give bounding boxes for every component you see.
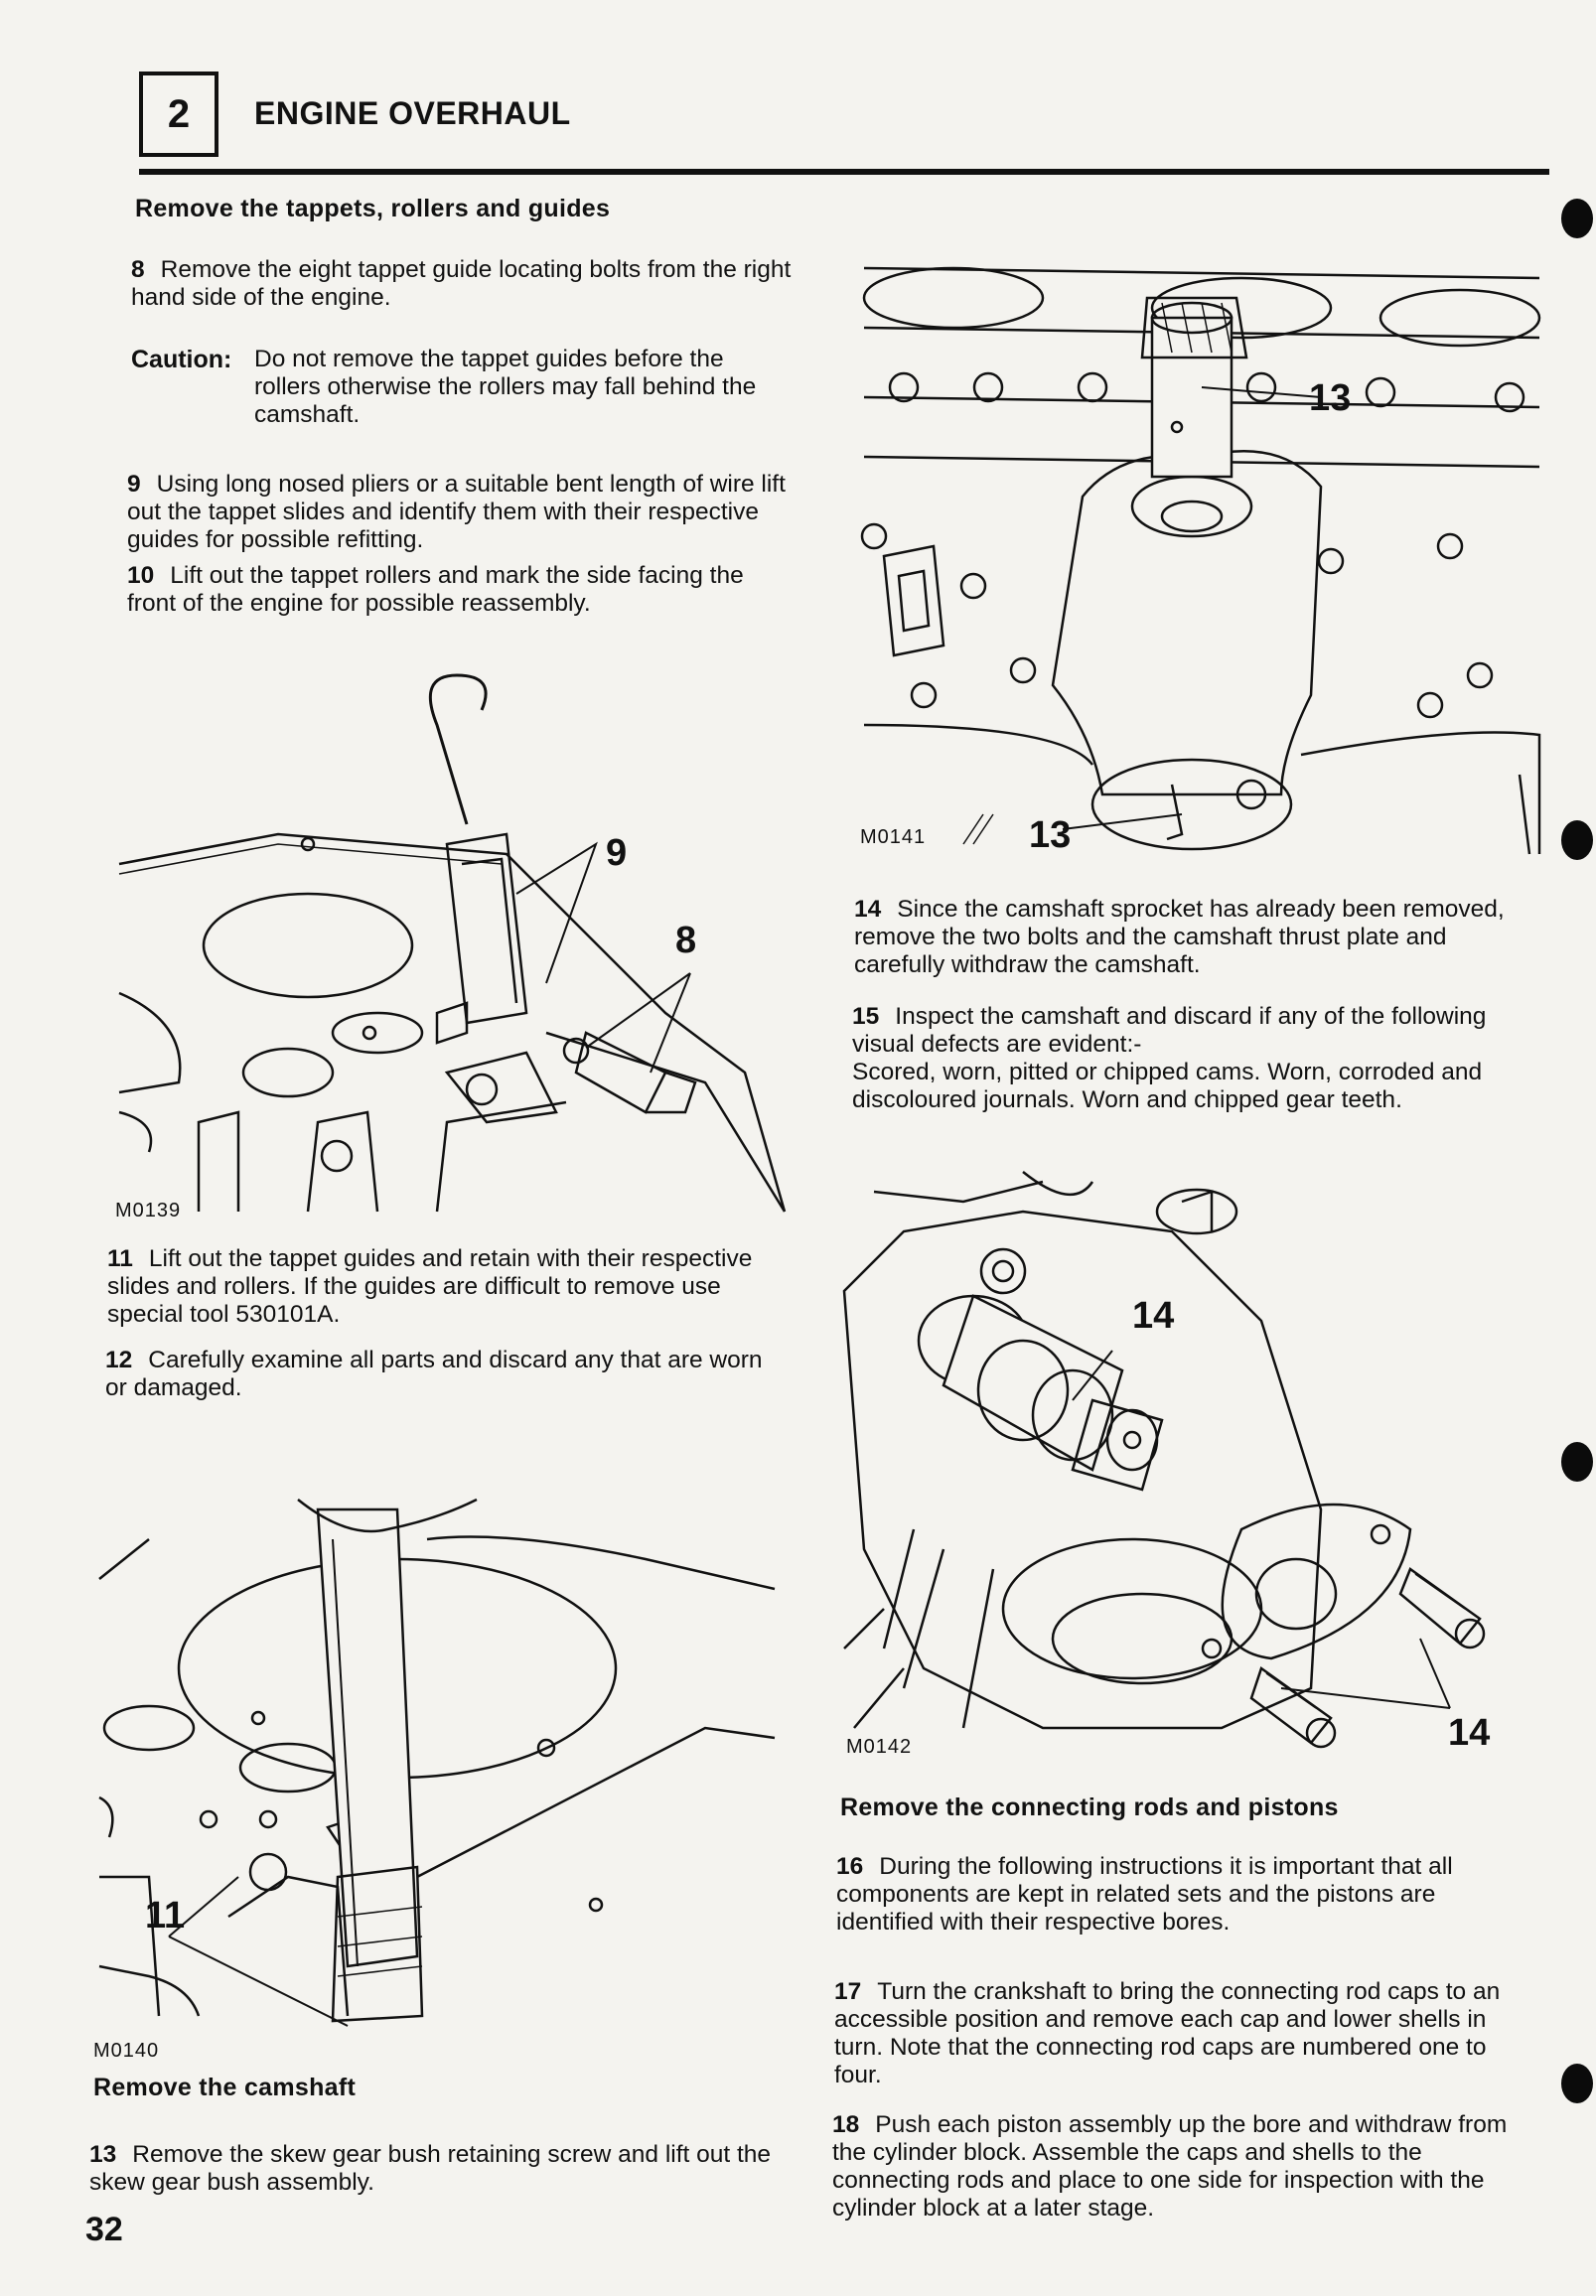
page-number: 32	[85, 2211, 123, 2248]
paragraph-11: 11 Lift out the tappet guides and retain with their respective slides and rollers. If the guides are difficult to remove use special tool 530101A.	[107, 1245, 753, 1328]
paragraph-14: 14 Since the camshaft sprocket has already been removed, remove the two bolts and the camshaft thrust plate and carefully withdraw the camshaft.	[854, 896, 1505, 978]
paragraph-13: 13 Remove the skew gear bush retaining screw and lift out the skew gear bush assembly.	[89, 2141, 772, 2196]
fig4-callout-14-bottom: 14	[1448, 1712, 1491, 1754]
punch-hole	[1561, 199, 1593, 238]
paragraph-18: 18 Push each piston assembly up the bore and withdraw from the cylinder block. Assemble the caps and shells to the connecting rods and place to one side for inspection with the cylinder block at a later stage.	[832, 2111, 1508, 2222]
paragraph-12: 12 Carefully examine all parts and discard any that are worn or damaged.	[105, 1347, 763, 1401]
heading-remove-connecting-rods: Remove the connecting rods and pistons	[840, 1794, 1339, 1821]
caution-text: Do not remove the tappet guides before the rollers otherwise the rollers may fall behind the camshaft.	[254, 346, 757, 428]
fig1-callout-9: 9	[606, 832, 628, 874]
paragraph-9: 9 Using long nosed pliers or a suitable bent length of wire lift out the tappet slides and identify them with their respective guides for possible refitting.	[127, 471, 786, 553]
paragraph-15: 15 Inspect the camshaft and discard if any of the following visual defects are evident:- Scored, worn, pitted or chipped cams. Worn, corroded and discoloured journals. Worn and chipped gear teeth.	[852, 1003, 1527, 1114]
punch-hole	[1561, 820, 1593, 860]
fig2-label: M0140	[93, 2040, 160, 2062]
paragraph-16: 16 During the following instructions it is important that all components are kept in related sets and the pistons are identified with their respective bores.	[836, 1853, 1453, 1936]
fig3-callout-13-top: 13	[1309, 377, 1352, 419]
fig1-callout-8: 8	[675, 920, 697, 961]
section-title: ENGINE OVERHAUL	[254, 95, 571, 131]
figure-m0141-illustration	[864, 258, 1549, 874]
punch-hole	[1561, 2064, 1593, 2103]
paragraph-15-defects: Scored, worn, pitted or chipped cams. Worn, corroded and discoloured journals. Worn and chipped gear teeth.	[852, 1059, 1483, 1113]
fig1-label: M0139	[115, 1200, 182, 1221]
heading-remove-tappets: Remove the tappets, rollers and guides	[135, 195, 611, 222]
header-rule	[139, 169, 1549, 175]
paragraph-8: 8 Remove the eight tappet guide locating bolts from the right hand side of the engine.	[131, 256, 792, 311]
paragraph-10: 10 Lift out the tappet rollers and mark the side facing the front of the engine for possible reassembly.	[127, 562, 744, 617]
punch-hole	[1561, 1442, 1593, 1482]
section-number: 2	[167, 91, 191, 136]
fig3-label: M0141	[860, 826, 927, 848]
figure-m0140-illustration	[89, 1500, 795, 2026]
caution-note	[131, 346, 797, 429]
fig2-callout-11: 11	[145, 1895, 186, 1937]
caution-label: Caution:	[131, 346, 232, 373]
paragraph-17: 17 Turn the crankshaft to bring the connecting rod caps to an accessible position and remove each cap and lower shells in turn. Note that the connecting rod caps are numbered one to four.	[834, 1978, 1501, 2088]
fig3-callout-13-bottom: 13	[1029, 814, 1072, 856]
heading-remove-camshaft: Remove the camshaft	[93, 2074, 357, 2101]
section-number-box	[139, 72, 218, 157]
figure-m0142-illustration	[844, 1172, 1500, 1768]
figure-m0139-illustration	[109, 655, 804, 1231]
fig4-label: M0142	[846, 1736, 913, 1758]
fig4-callout-14-top: 14	[1132, 1295, 1175, 1337]
